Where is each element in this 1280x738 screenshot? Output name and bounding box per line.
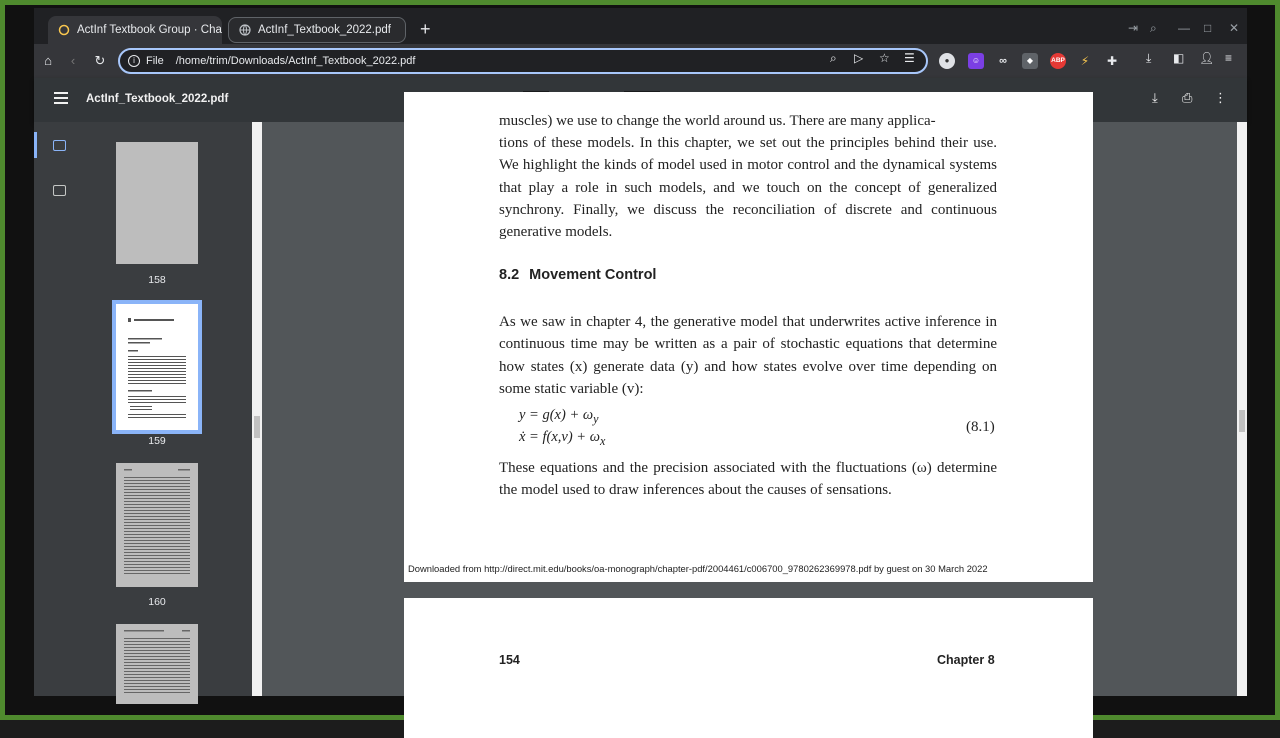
- maximize-icon[interactable]: □: [1204, 21, 1212, 35]
- pdf-page: [404, 92, 1093, 582]
- hamburger-menu-icon[interactable]: [54, 92, 68, 104]
- thumbnail-sidebar: [34, 122, 252, 696]
- extensions-puzzle-icon[interactable]: ✚: [1106, 54, 1118, 68]
- paragraph-line: muscles) we use to change the world around us. There are many applica-: [499, 113, 936, 129]
- section-heading: [499, 267, 656, 283]
- tab-title: ActInf_Textbook_2022.pdf: [258, 24, 391, 36]
- sidebar-rail: [34, 122, 84, 696]
- address-path: /home/trim/Downloads/ActInf_Textbook_2022.pdf: [175, 55, 416, 67]
- home-icon[interactable]: ⌂: [44, 53, 52, 68]
- thumbnail-page[interactable]: [116, 624, 198, 704]
- zoom-lens-icon[interactable]: ⌕: [830, 51, 837, 65]
- reload-icon[interactable]: ↻: [94, 53, 106, 68]
- viewer-scrollbar[interactable]: [1237, 122, 1247, 696]
- minimize-icon[interactable]: —: [1178, 21, 1190, 35]
- paragraph: tions of these models. In this chapter, we set out the principles behind their use. We highlight the kinds of model used in motor control and the dynamical systems that play a role in such models, and we touch on the concept of generalized synchrony. Finally, we discuss the reconciliation of discrete and continuous generative models.: [499, 135, 997, 241]
- page-number: 154: [499, 653, 520, 667]
- print-icon[interactable]: ⎙: [1182, 90, 1193, 105]
- sidebar-scrollbar[interactable]: [252, 122, 262, 696]
- download-footer: Downloaded from http://direct.mit.edu/books/oa-monograph/chapter-pdf/2004461/c006700_9780262369978.pdf by guest on 30 March 2022: [408, 563, 988, 574]
- sidebar-scroll-thumb[interactable]: [254, 416, 260, 438]
- equation-number: (8.1): [966, 419, 995, 435]
- section-number: 8.2: [499, 267, 520, 283]
- running-head: Chapter 8: [937, 653, 995, 667]
- outline-icon[interactable]: [53, 185, 66, 196]
- incognito-extension-icon[interactable]: ∞: [999, 55, 1007, 67]
- thumbnails-icon[interactable]: [53, 140, 66, 151]
- account-icon[interactable]: 👤︎: [1199, 51, 1215, 65]
- equation-subscript: x: [599, 433, 606, 448]
- thumbnail-page[interactable]: [116, 142, 198, 264]
- paragraph: These equations and the precision associated with the fluctuations (ω) determine the model used to draw inferences about the causes of sensations.: [499, 460, 997, 499]
- browser-window: [34, 8, 1247, 696]
- viewer-scroll-thumb[interactable]: [1239, 410, 1245, 432]
- send-icon[interactable]: ▷: [854, 51, 864, 65]
- back-icon[interactable]: ‹: [70, 53, 76, 68]
- more-options-icon[interactable]: ⋮: [1214, 90, 1227, 105]
- bookmark-star-icon[interactable]: ☆: [879, 51, 890, 65]
- menu-icon[interactable]: ≡: [1225, 51, 1233, 65]
- pdf-viewer[interactable]: [262, 113, 1237, 696]
- purple-extension-icon[interactable]: ☺: [968, 53, 984, 69]
- tab-title: ActInf Textbook Group · Cha: [77, 24, 222, 36]
- pdf-filename: ActInf_Textbook_2022.pdf: [86, 93, 229, 105]
- equation-text: ẋ = f(x,v) + ω: [519, 429, 600, 445]
- adblock-icon[interactable]: ABP: [1050, 53, 1066, 69]
- equation-line: [519, 407, 598, 427]
- new-tab-button[interactable]: +: [420, 19, 431, 39]
- pdf-page: [404, 598, 1093, 738]
- tab-search-icon[interactable]: ⇥: [1128, 21, 1139, 35]
- thumbnail-label: 158: [148, 274, 166, 286]
- paragraph: As we saw in chapter 4, the generative model that underwrites active inference in continuous time may be written as a pair of stochastic equations that determine how states (x) generate data (y) and how states evolve over time depending on some static variable (v):: [499, 314, 997, 397]
- tab-pdf[interactable]: [228, 17, 406, 43]
- thumbnail-label: 159: [148, 435, 166, 447]
- section-title: Movement Control: [529, 267, 657, 283]
- thumbnail-page[interactable]: [116, 463, 198, 587]
- equation-subscript: y: [593, 411, 599, 426]
- download-icon[interactable]: ⤓: [1146, 51, 1152, 65]
- globe-icon: [239, 24, 251, 36]
- rail-selection-indicator: [34, 132, 37, 158]
- shield-icon[interactable]: ◆: [1022, 53, 1038, 69]
- profile-extension-icon[interactable]: ●: [939, 53, 955, 69]
- equation-text: y = g(x) + ω: [519, 407, 594, 423]
- browser-toolbar: [34, 44, 1247, 78]
- search-icon[interactable]: ⌕: [1150, 21, 1157, 35]
- tab-strip: [34, 8, 1247, 44]
- equation-line: [519, 429, 605, 449]
- thumbnail-label: 160: [148, 596, 166, 608]
- loading-icon: [58, 24, 70, 36]
- address-scheme: File: [146, 55, 164, 67]
- side-panel-icon[interactable]: ◧: [1173, 51, 1185, 65]
- tab-manager-icon[interactable]: ☰: [904, 51, 915, 65]
- lightning-icon[interactable]: ⚡: [1080, 54, 1090, 68]
- tab-actinf-group[interactable]: [48, 16, 222, 44]
- address-bar[interactable]: [118, 48, 928, 74]
- thumbnail-page-selected[interactable]: [116, 304, 198, 430]
- download-pdf-icon[interactable]: ⤓: [1152, 90, 1158, 105]
- info-icon[interactable]: i: [128, 55, 140, 67]
- close-window-icon[interactable]: ✕: [1229, 21, 1240, 35]
